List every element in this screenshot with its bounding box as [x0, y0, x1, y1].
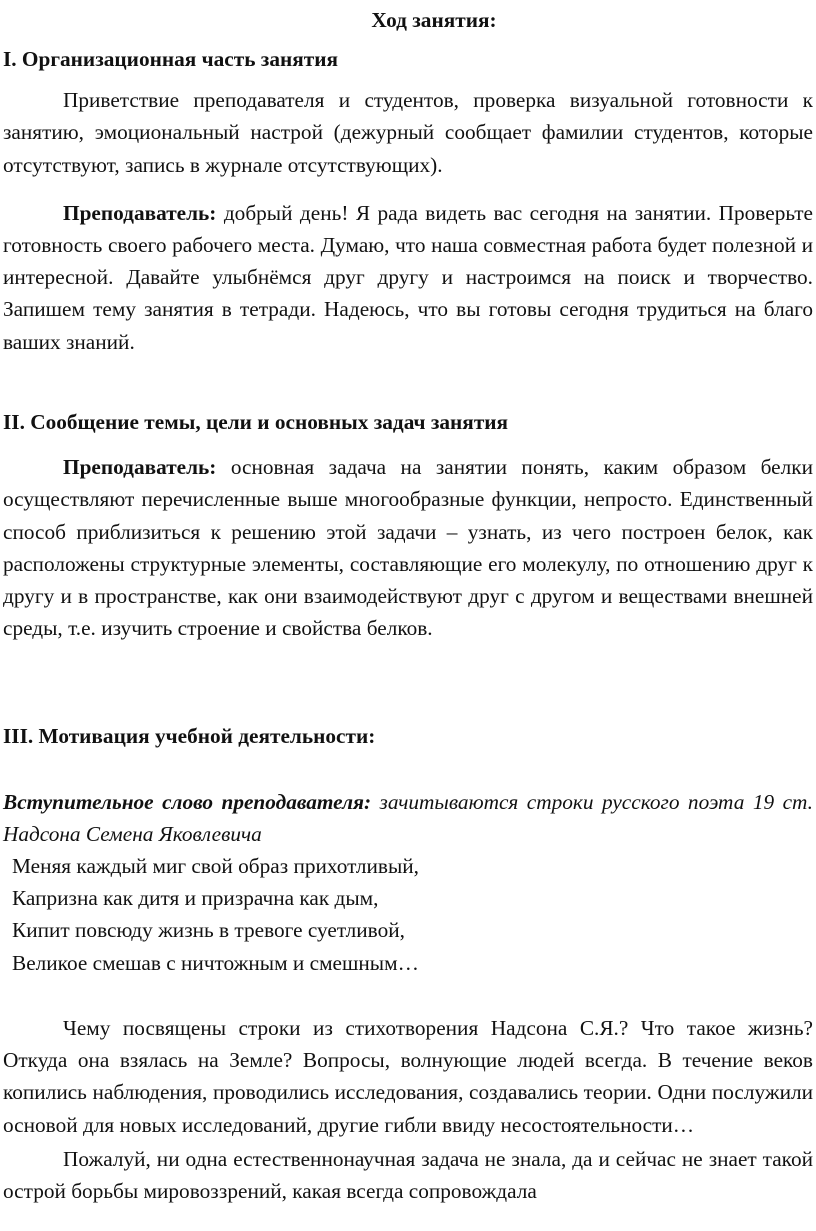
discussion-block — [3, 1012, 813, 1207]
section-heading: III. Мотивация учебной деятельности: — [3, 724, 376, 748]
poem-line: Кипит повсюду жизнь в тревоге суетливой, — [12, 918, 405, 943]
teacher-speech — [3, 197, 813, 358]
speaker-label: Преподаватель: — [63, 455, 217, 480]
poem-line: Великое смешав с ничтожным и смешным… — [12, 950, 419, 975]
poem-line: Меняя каждый миг свой образ прихотливый, — [12, 854, 420, 878]
intro-text: зачитываются строки русского поэта 19 ст. Надсона Семена Яковлевича — [3, 790, 813, 847]
intro-line — [3, 786, 813, 850]
document-title: Ход занятия: — [371, 8, 497, 32]
paragraph-continuation: Пожалуй, ни одна естественнонаучная задача не знала, да и сейчас не знает такой острой борьбы мировоззрений, какая всегда сопровождала — [3, 1146, 813, 1204]
section-heading: I. Организационная часть занятия — [3, 47, 339, 71]
section-topic — [3, 406, 813, 644]
paragraph-questions: Чему посвящены строки из стихотворения Надсона С.Я.? Что такое жизнь? Откуда она взялась на Земле? Вопросы, волнующие людей всегда. В течение веков копились наблюдения, проводились исследования, создавались теории. Одни послужили основой для новых исследований, другие гибли ввиду несостоятельности… — [3, 1016, 813, 1137]
poem — [12, 850, 712, 979]
poem-line: Капризна как дитя и призрачна как дым, — [12, 886, 379, 911]
teacher-speech — [3, 451, 813, 644]
section-organizational — [3, 43, 813, 358]
speech-text: основная задача на занятии понять, каким образом белки осуществляют перечисленные выше многообразные функции, непросто. Единственный способ приблизиться к решению этой задачи – узнать, из чего построен белок, как расположены структурные элементы, составляющие его молекулу, по отношению друг к другу и в пространстве, как они взаимодействуют друг с другом и веществами внешней среды, т.е. изучить строение и свойства белков. — [3, 455, 813, 641]
speaker-label: Преподаватель: — [63, 200, 217, 225]
speech-text: добрый день! Я рада видеть вас сегодня на занятии. Проверьте готовность своего рабочего места. Думаю, что наша совместная работа будет полезной и интересной. Давайте улыбнёмся друг другу и настроимся на поиск и творчество. Запишем тему занятия в тетради. Надеюсь, что вы готовы сегодня трудиться на благо ваших знаний. — [3, 200, 813, 354]
intro-label: Вступительное слово преподавателя: — [3, 790, 372, 814]
paragraph-greeting: Приветствие преподавателя и студентов, проверка визуальной готовности к занятию, эмоциональный настрой (дежурный сообщает фамилии студентов, которые отсутствуют, запись в журнале отсутствующих). — [3, 88, 813, 177]
section-heading: II. Сообщение темы, цели и основных задач занятия — [3, 410, 509, 434]
section-motivation — [3, 720, 813, 752]
intro-block — [3, 786, 813, 850]
